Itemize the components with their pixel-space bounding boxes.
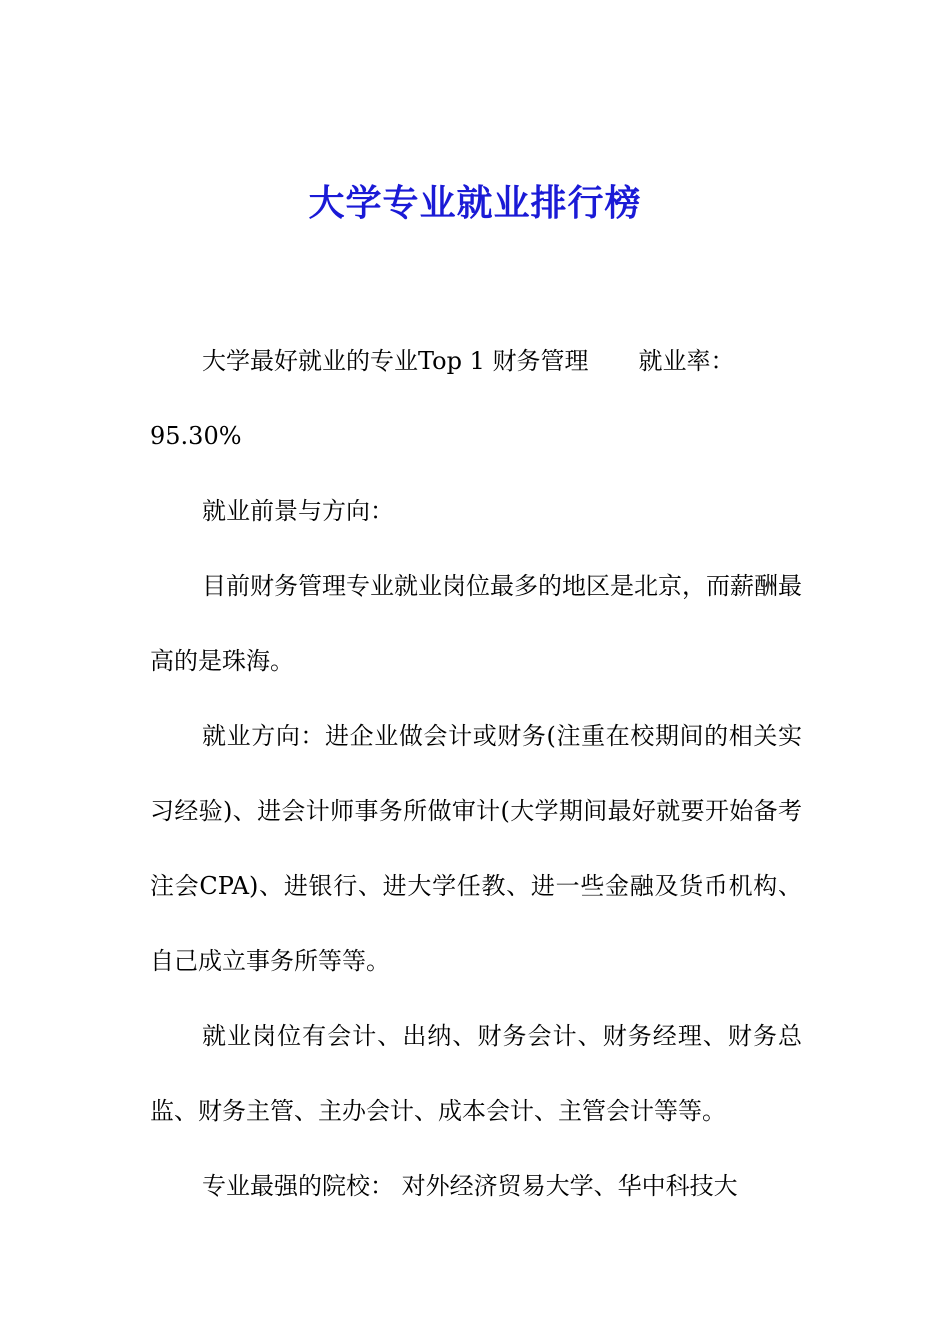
paragraph-positions: 就业岗位有会计、出纳、财务会计、财务经理、财务总监、财务主管、主办会计、成本会计、主管会计等等。	[150, 1022, 802, 1125]
document-title: 大学专业就业排行榜	[308, 183, 642, 224]
paragraph-top1	[150, 324, 802, 399]
document-body	[150, 324, 802, 1224]
top1-major-text: 大学最好就业的专业Top 1 财务管理	[202, 347, 589, 375]
paragraph-directions: 就业方向：进企业做会计或财务(注重在校期间的相关实习经验)、进会计师事务所做审计(大学期间最好就要开始备考注会CPA)、进银行、进大学任教、进一些金融及货币机构、自己成立事务所等等。	[150, 722, 802, 975]
employment-rate-label: 就业率：	[638, 347, 735, 375]
paragraph-top-schools: 专业最强的院校： 对外经济贸易大学、华中科技大	[202, 1172, 738, 1200]
paragraph-prospects-heading: 就业前景与方向：	[202, 497, 394, 525]
paragraph-regions: 目前财务管理专业就业岗位最多的地区是北京，而薪酬最高的是珠海。	[150, 572, 802, 675]
employment-rate-value: 95.30%	[150, 422, 242, 450]
